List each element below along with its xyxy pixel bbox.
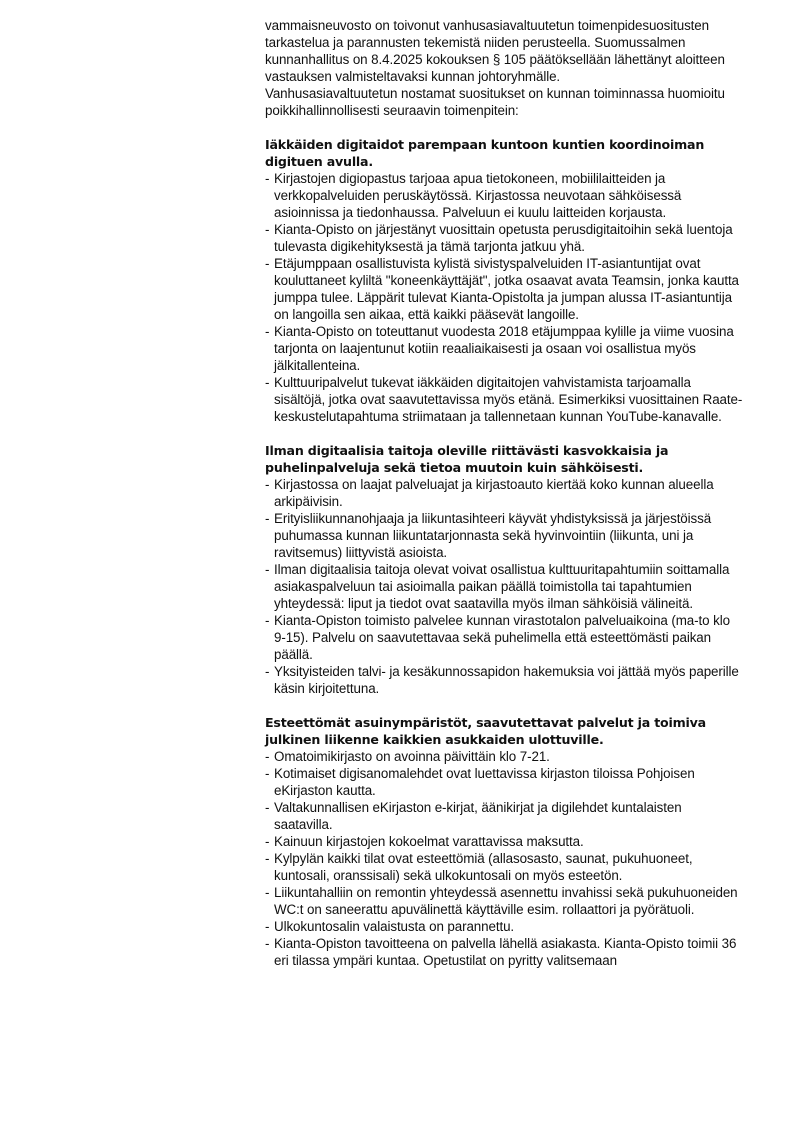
- section-non-digital-services: [265, 442, 743, 697]
- bullet-list: [265, 748, 743, 969]
- bullet-list: [265, 170, 743, 425]
- bullet-dash: -: [265, 171, 270, 186]
- list-item-text: Etäjumppaan osallistuvista kylistä sivistyspalveluiden IT-asiantuntijat ovat kouluttaneet kyliltä "koneenkäyttäjät", jotka osaavat avata Teamsin, jonka kautta jumppa tulee. Läppärit tulevat Kianta-Opistolta ja jumpan alussa IT-asiantuntija on langoilla sen aikaa, että kaikki pääsevät langoille.: [274, 256, 739, 322]
- list-item: [265, 748, 743, 765]
- list-item: [265, 561, 743, 612]
- list-item: [265, 884, 743, 918]
- bullet-dash: -: [265, 477, 270, 492]
- bullet-dash: -: [265, 936, 270, 951]
- document-page: [265, 17, 743, 969]
- list-item: [265, 918, 743, 935]
- list-item-text: Kotimaiset digisanomalehdet ovat luettavissa kirjaston tiloissa Pohjoisen eKirjaston kautta.: [274, 766, 695, 798]
- list-item-text: Kianta-Opiston toimisto palvelee kunnan virastotalon palveluaikoina (ma-to klo 9-15). Palvelu on saavutettavaa sekä puhelimella että esteettömästi paikan päällä.: [274, 613, 730, 662]
- list-item: [265, 663, 743, 697]
- bullet-dash: -: [265, 766, 270, 781]
- bullet-dash: -: [265, 324, 270, 339]
- list-item-text: Kirjastojen digiopastus tarjoaa apua tietokoneen, mobiililaitteiden ja verkkopalveluiden peruskäytössä. Kirjastossa neuvotaan sähköisessä asioinnissa ja tiedonhaussa. Palveluun ei kuulu laitteiden korjausta.: [274, 171, 682, 220]
- intro-paragraph: Vanhusasiavaltuutetun nostamat suositukset on kunnan toiminnassa huomioitu poikkihallinnollisesti seuraavin toimenpitein:: [265, 86, 725, 118]
- list-item: [265, 221, 743, 255]
- list-item: [265, 323, 743, 374]
- list-item: [265, 765, 743, 799]
- bullet-dash: -: [265, 511, 270, 526]
- list-item-text: Valtakunnallisen eKirjaston e-kirjat, äänikirjat ja digilehdet kuntalaisten saatavilla.: [274, 800, 682, 832]
- list-item-text: Kirjastossa on laajat palveluajat ja kirjastoauto kiertää koko kunnan alueella arkipäivisin.: [274, 477, 714, 509]
- list-item-text: Kylpylän kaikki tilat ovat esteettömiä (allasosasto, saunat, pukuhuoneet, kuntosali, oranssisali) sekä ulkokuntosali on myös esteetön.: [274, 851, 693, 883]
- section-heading: Iäkkäiden digitaidot parempaan kuntoon kuntien koordinoiman digituen avulla.: [265, 137, 705, 169]
- bullet-dash: -: [265, 613, 270, 628]
- bullet-dash: -: [265, 664, 270, 679]
- list-item: [265, 170, 743, 221]
- bullet-dash: -: [265, 919, 270, 934]
- list-item: [265, 850, 743, 884]
- list-item-text: Ulkokuntosalin valaistusta on parannettu.: [274, 919, 515, 934]
- list-item-text: Liikuntahalliin on remontin yhteydessä asennettu invahissi sekä pukuhuoneiden WC:t on saneerattu apuvälinettä käyttäville esim. rollaattori ja pyörätuoli.: [274, 885, 738, 917]
- bullet-dash: -: [265, 256, 270, 271]
- list-item-text: Ilman digitaalisia taitoja olevat voivat osallistua kulttuuritapahtumiin soittamalla asiakaspalveluun tai asioimalla paikan päällä toimistolla tai tapahtumien yhteydessä: liput ja tiedot ovat saatavilla myös ilman sähköisiä välineitä.: [274, 562, 730, 611]
- list-item-text: Erityisliikunnanohjaaja ja liikuntasihteeri käyvät yhdistyksissä ja järjestöissä puhumassa kunnan liikuntatarjonnasta sekä hyvinvointiin (liikunta, uni ja ravitsemus) liittyvistä asioista.: [274, 511, 712, 560]
- list-item: [265, 935, 743, 969]
- bullet-dash: -: [265, 885, 270, 900]
- list-item-text: Kianta-Opisto on toteuttanut vuodesta 2018 etäjumppaa kylille ja viime vuosina tarjonta on laajentunut kotiin reaaliaikaisesti ja osaan voi osallistua myös jälkitallenteina.: [274, 324, 734, 373]
- list-item-text: Kulttuuripalvelut tukevat iäkkäiden digitaitojen vahvistamista tarjoamalla sisältöjä, jotka ovat saavutettavissa myös etänä. Esimerkiksi vuosittainen Raate-keskustelutapahtuma striimataan ja tallennetaan kunnan YouTube-kanavalle.: [274, 375, 743, 424]
- list-item-text: Kianta-Opisto on järjestänyt vuosittain opetusta perusdigitaitoihin sekä luentoja tulevasta digikehityksestä ja tämä tarjonta jatkuu yhä.: [274, 222, 733, 254]
- intro-paragraph: vammaisneuvosto on toivonut vanhusasiavaltuutetun toimenpidesuositusten tarkastelua ja parannusten tekemistä niiden perusteella. Suomussalmen kunnanhallitus on 8.4.2025 kokouksen § 105 päätöksellään lähettänyt aloitteen vastauksen valmisteltavaksi kunnan johtoryhmälle.: [265, 18, 725, 84]
- list-item-text: Kainuun kirjastojen kokoelmat varattavissa maksutta.: [274, 834, 584, 849]
- list-item-text: Kianta-Opiston tavoitteena on palvella lähellä asiakasta. Kianta-Opisto toimii 36 eri tilassa ympäri kuntaa. Opetustilat on pyritty valitsemaan: [274, 936, 737, 968]
- bullet-dash: -: [265, 375, 270, 390]
- list-item: [265, 476, 743, 510]
- list-item-text: Yksityisteiden talvi- ja kesäkunnossapidon hakemuksia voi jättää myös paperille käsin kirjoitettuna.: [274, 664, 739, 696]
- section-heading: Ilman digitaalisia taitoja oleville riittävästi kasvokkaisia ja puhelinpalveluja sekä tietoa muutoin kuin sähköisesti.: [265, 443, 669, 475]
- list-item: [265, 833, 743, 850]
- bullet-dash: -: [265, 562, 270, 577]
- bullet-dash: -: [265, 749, 270, 764]
- list-item: [265, 510, 743, 561]
- bullet-list: [265, 476, 743, 697]
- list-item-text: Omatoimikirjasto on avoinna päivittäin klo 7-21.: [274, 749, 550, 764]
- bullet-dash: -: [265, 851, 270, 866]
- list-item: [265, 255, 743, 323]
- section-accessibility: [265, 714, 743, 969]
- bullet-dash: -: [265, 834, 270, 849]
- bullet-dash: -: [265, 800, 270, 815]
- list-item: [265, 374, 743, 425]
- section-heading: Esteettömät asuinympäristöt, saavutettavat palvelut ja toimiva julkinen liikenne kaikkien asukkaiden ulottuville.: [265, 715, 706, 747]
- list-item: [265, 612, 743, 663]
- section-digital-skills: [265, 136, 743, 425]
- bullet-dash: -: [265, 222, 270, 237]
- list-item: [265, 799, 743, 833]
